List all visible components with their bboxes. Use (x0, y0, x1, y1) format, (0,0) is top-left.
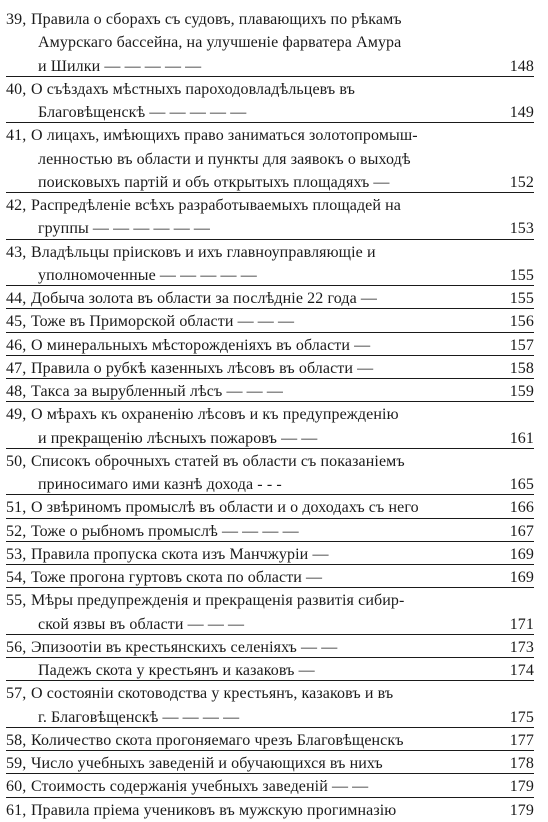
entry-text: и Шилки — — — — — (38, 57, 202, 75)
entry-number: 59, (6, 755, 27, 772)
entry-text: Владѣльцы прiисковъ и ихъ главноуправляющіе и (31, 243, 376, 261)
entry-text: О съѣздахъ мѣстныхъ пароходовладѣльцевъ въ (31, 80, 356, 98)
entry-separator (6, 401, 534, 402)
toc-entry-line (0, 310, 548, 333)
entry-text: О минеральныхъ мѣсторожденіяхъ въ области — (31, 336, 371, 354)
entry-text: Тоже въ Приморской области — — — (31, 313, 295, 331)
toc-entry (0, 636, 548, 659)
page-number: 166 (509, 499, 534, 517)
entry-text: Количество скота прогоняемаго чрезъ Благовѣщенскъ (31, 731, 404, 749)
toc-entry-line (0, 799, 548, 822)
toc-entry-line (0, 520, 548, 543)
entry-text: Падежъ скота у крестьянъ и казаковъ — (38, 662, 315, 679)
entry-number: 57, (6, 685, 27, 703)
entry-separator (6, 308, 534, 309)
toc-entry-line (0, 55, 548, 78)
entry-text: Добыча золота въ области за послѣдніе 22 года — (31, 290, 377, 307)
entry-text: Распредѣленіе всѣхъ разработываемыхъ площадей на (31, 197, 402, 214)
toc-entry (0, 496, 548, 519)
entry-number: 42, (6, 197, 27, 214)
entry-text: Тоже о рыбномъ промыслѣ — — — — (31, 522, 299, 540)
entry-number: 61, (6, 801, 27, 819)
entry-number: 56, (6, 638, 27, 656)
toc-entry-line (0, 380, 548, 403)
toc-entry-line (0, 148, 548, 171)
toc-entry (0, 729, 548, 752)
entry-text: О состояніи скотоводства у крестьянъ, казаковъ и въ (31, 685, 394, 703)
page-number: 174 (509, 662, 534, 679)
entry-text: ленностью въ области и пункты для заявокъ о выходѣ (38, 150, 411, 168)
toc-entry-line (0, 636, 548, 659)
toc-entry (0, 124, 548, 194)
toc-entry (0, 403, 548, 450)
toc-entry-line (0, 775, 548, 798)
toc-entry-line (0, 334, 548, 357)
entry-number: 55, (6, 592, 27, 610)
entry-number: 49, (6, 406, 27, 424)
entry-number: 44, (6, 290, 27, 307)
entry-text: Стоимость содержанія учебныхъ заведеній — — (31, 778, 369, 796)
entry-number: 51, (6, 499, 27, 517)
page-number: 178 (509, 755, 534, 772)
entry-text: Амурскаго бассейна, на улучшеніе фарватера Амура (38, 34, 402, 52)
toc-entry (0, 8, 548, 78)
toc-entry (0, 78, 548, 125)
toc-entry-line (0, 706, 548, 729)
entry-text: Правила о сборахъ съ судовъ, плавающихъ по рѣкамъ (31, 11, 402, 28)
toc-entry (0, 543, 548, 566)
entry-separator (6, 332, 534, 333)
toc-entry-line (0, 287, 548, 310)
entry-separator (6, 680, 534, 681)
toc-entry-line (0, 101, 548, 124)
toc-entry-line (0, 427, 548, 450)
entry-separator (6, 285, 534, 286)
entry-number: 54, (6, 569, 27, 586)
entry-text: Правила пріема учениковъ въ мужскую прогимназію (31, 801, 397, 819)
entry-text: поисковыхъ партій и объ открытыхъ площадяхъ — (38, 173, 390, 191)
entry-text: группы — — — — — — (38, 220, 211, 238)
page-number: 169 (509, 569, 534, 586)
toc-entry (0, 566, 548, 589)
entry-text: О лицахъ, имѣющихъ право заниматься золотопромыш- (31, 127, 418, 145)
page-number: 155 (509, 266, 534, 284)
entry-text: Мѣры предупрежденія и прекращенія развитія сибир- (31, 592, 405, 610)
toc-entry-line (0, 78, 548, 101)
page-number: 149 (509, 104, 534, 121)
toc-entry-line (0, 217, 548, 240)
page-number: 177 (509, 731, 534, 749)
toc-entry-line (0, 566, 548, 589)
entry-separator (6, 122, 534, 123)
toc-entry (0, 287, 548, 310)
page-number: 157 (509, 336, 534, 354)
entry-separator (6, 634, 534, 635)
entry-separator (6, 355, 534, 356)
toc-entry (0, 520, 548, 543)
entry-number: 58, (6, 731, 27, 749)
toc-entry (0, 659, 548, 682)
page-number: 158 (509, 359, 534, 377)
toc-entry-line (0, 194, 548, 217)
entry-text: приносимаго ими казнѣ дохода - - - (38, 476, 282, 493)
toc-entry-line (0, 171, 548, 194)
page-number: 155 (509, 290, 534, 307)
toc-entry (0, 194, 548, 241)
toc-entry-line (0, 496, 548, 519)
page-number: 156 (509, 313, 534, 331)
entry-number: 40, (6, 80, 27, 98)
entry-text: Тоже прогона гуртовъ скота по области — (31, 569, 323, 586)
entry-text: О мѣрахъ къ охраненію лѣсовъ и къ предупрежденію (31, 406, 399, 424)
entry-separator (6, 587, 534, 588)
toc-entry (0, 589, 548, 636)
page-number: 171 (509, 615, 534, 633)
page-number: 179 (509, 778, 534, 796)
entry-number: 50, (6, 452, 27, 470)
entry-text: Правила о рубкѣ казенныхъ лѣсовъ въ области — (31, 359, 374, 377)
toc-entry-line (0, 589, 548, 612)
page-number: 152 (509, 173, 534, 191)
entry-number: 52, (6, 522, 27, 540)
toc-entry (0, 357, 548, 380)
entry-separator (6, 750, 534, 751)
toc-entry (0, 682, 548, 729)
toc-entry-line (0, 729, 548, 752)
page-number: 161 (509, 429, 534, 447)
entry-separator (6, 541, 534, 542)
page-number: 179 (509, 801, 534, 819)
entry-text: О звѣриномъ промыслѣ въ области и о доходахъ съ него (31, 499, 419, 517)
entry-separator (6, 518, 534, 519)
toc-entry-line (0, 124, 548, 147)
toc-entry (0, 380, 548, 403)
entry-number: 43, (6, 243, 27, 261)
toc-entry-line (0, 403, 548, 426)
entry-number: 39, (6, 11, 27, 28)
page-number: 165 (509, 476, 534, 493)
toc-entry-line (0, 357, 548, 380)
entry-text: Число учебныхъ заведеній и обучающихся въ нихъ (31, 755, 383, 772)
toc-entry-line (0, 659, 548, 682)
toc-entry (0, 241, 548, 288)
toc-entry-line (0, 613, 548, 636)
entry-number: 47, (6, 359, 27, 377)
entry-text: и прекращенію лѣсныхъ пожаровъ — — (38, 429, 318, 447)
entry-separator (6, 657, 534, 658)
entry-number: 48, (6, 383, 27, 400)
toc-entry-line (0, 543, 548, 566)
toc-entry-line (0, 264, 548, 287)
toc-entry (0, 310, 548, 333)
entry-text: Правила пропуска скота изъ Манчжуріи — (31, 545, 329, 563)
entry-number: 41, (6, 127, 27, 145)
entry-separator (6, 494, 534, 495)
page-number: 173 (509, 638, 534, 656)
toc-entry (0, 334, 548, 357)
entry-text: Такса за вырубленный лѣсъ — — — (31, 383, 283, 400)
toc-entry-line (0, 682, 548, 705)
entry-number: 45, (6, 313, 27, 331)
entry-separator (6, 797, 534, 798)
entry-text: Эпизоотіи въ крестьянскихъ селеніяхъ — — (31, 638, 338, 656)
entry-separator (6, 773, 534, 774)
page-number: 153 (509, 220, 534, 238)
page-number: 175 (509, 708, 534, 726)
toc-entry-line (0, 241, 548, 264)
toc-entry-line (0, 31, 548, 54)
entry-text: ской язвы въ области — — — (38, 615, 245, 633)
entry-separator (6, 76, 534, 77)
page-number: 169 (509, 545, 534, 563)
toc-entry (0, 450, 548, 497)
entry-text: Благовѣщенскѣ — — — — — (38, 104, 247, 121)
entry-separator (6, 239, 534, 240)
toc-entry (0, 799, 548, 822)
table-of-contents (0, 8, 548, 822)
page-number: 148 (509, 57, 534, 75)
entry-separator (6, 564, 534, 565)
toc-entry-line (0, 8, 548, 31)
page-number: 167 (509, 522, 534, 540)
entry-separator (6, 727, 534, 728)
entry-number: 60, (6, 778, 27, 796)
entry-separator (6, 378, 534, 379)
toc-entry-line (0, 473, 548, 496)
entry-separator (6, 448, 534, 449)
entry-number: 46, (6, 336, 27, 354)
entry-text: уполномоченные — — — — — (38, 266, 257, 284)
page-number: 159 (509, 383, 534, 400)
toc-entry-line (0, 450, 548, 473)
entry-text: Списокъ оброчныхъ статей въ области съ показаніемъ (31, 452, 405, 470)
entry-separator (6, 192, 534, 193)
entry-number: 53, (6, 545, 27, 563)
entry-text: г. Благовѣщенскѣ — — — — (38, 708, 240, 726)
toc-entry (0, 775, 548, 798)
